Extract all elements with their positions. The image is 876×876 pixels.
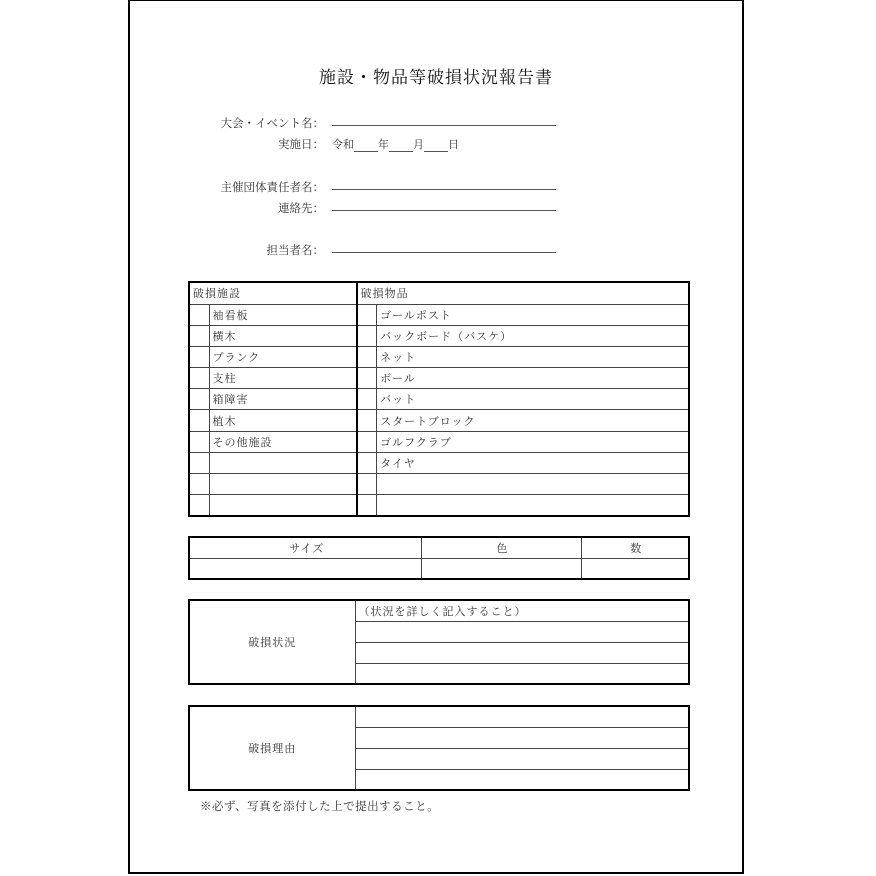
table-row bbox=[189, 389, 689, 410]
submission-note: ※必ず、写真を添付した上で提出すること。 bbox=[200, 799, 440, 813]
goods-item: バックボード（バスケ） bbox=[377, 325, 689, 346]
table-row bbox=[189, 495, 689, 516]
facility-item: 袖看板 bbox=[209, 304, 357, 325]
facility-checkbox[interactable] bbox=[189, 410, 209, 431]
facility-checkbox[interactable] bbox=[189, 346, 209, 367]
goods-checkbox[interactable] bbox=[357, 325, 377, 346]
facility-header: 破損施設 bbox=[189, 282, 357, 304]
facility-checkbox[interactable] bbox=[189, 325, 209, 346]
date-era: 令和 bbox=[332, 138, 354, 151]
person-label: 担当者名： bbox=[266, 243, 324, 257]
facility-checkbox[interactable] bbox=[189, 431, 209, 452]
person-line[interactable] bbox=[332, 252, 556, 253]
size-value-cell[interactable] bbox=[189, 558, 421, 579]
facility-item: 支柱 bbox=[209, 368, 357, 389]
table-row bbox=[189, 474, 689, 495]
table-row bbox=[189, 346, 689, 367]
facility-checkbox[interactable] bbox=[189, 474, 209, 495]
reason-line[interactable] bbox=[355, 769, 689, 790]
goods-checkbox[interactable] bbox=[357, 410, 377, 431]
damage-situation-box bbox=[188, 599, 690, 685]
reason-row bbox=[189, 706, 689, 727]
reason-line[interactable] bbox=[355, 748, 689, 769]
goods-item: バット bbox=[377, 389, 689, 410]
date-label: 実施日： bbox=[278, 137, 324, 151]
color-header: 色 bbox=[421, 537, 581, 558]
date-field[interactable] bbox=[332, 136, 459, 152]
color-value-cell[interactable] bbox=[421, 558, 581, 579]
date-month-unit: 月 bbox=[413, 138, 424, 151]
goods-item: スタートブロック bbox=[377, 410, 689, 431]
contact-label: 連絡先： bbox=[278, 201, 324, 215]
organizer-line[interactable] bbox=[332, 189, 556, 190]
goods-item: ネット bbox=[377, 346, 689, 367]
facility-checkbox[interactable] bbox=[189, 389, 209, 410]
goods-checkbox[interactable] bbox=[357, 431, 377, 452]
situation-line[interactable] bbox=[355, 621, 689, 642]
contact-line[interactable] bbox=[332, 210, 556, 211]
goods-checkbox[interactable] bbox=[357, 474, 377, 495]
table-row bbox=[189, 410, 689, 431]
table-row bbox=[189, 304, 689, 325]
facility-item: 植木 bbox=[209, 410, 357, 431]
size-color-count-table bbox=[188, 536, 690, 580]
date-year-blank[interactable] bbox=[354, 141, 378, 152]
goods-item: タイヤ bbox=[377, 452, 689, 473]
size-table-row bbox=[189, 558, 689, 579]
damage-table bbox=[188, 281, 690, 517]
date-day-unit: 日 bbox=[448, 138, 459, 151]
date-day-blank[interactable] bbox=[424, 141, 448, 152]
facility-checkbox[interactable] bbox=[189, 368, 209, 389]
goods-item: ゴルフクラブ bbox=[377, 431, 689, 452]
facility-item[interactable] bbox=[209, 495, 357, 516]
table-row bbox=[189, 431, 689, 452]
event-name-label: 大会・イベント名： bbox=[220, 116, 324, 130]
goods-checkbox[interactable] bbox=[357, 304, 377, 325]
goods-checkbox[interactable] bbox=[357, 368, 377, 389]
damage-table-header bbox=[189, 282, 689, 304]
table-row bbox=[189, 368, 689, 389]
situation-hint: （状況を詳しく記入すること） bbox=[355, 600, 689, 621]
facility-item: プランク bbox=[209, 346, 357, 367]
facility-checkbox[interactable] bbox=[189, 495, 209, 516]
reason-line[interactable] bbox=[355, 706, 689, 727]
size-table-header bbox=[189, 537, 689, 558]
count-value-cell[interactable] bbox=[581, 558, 689, 579]
goods-item[interactable] bbox=[377, 495, 689, 516]
goods-checkbox[interactable] bbox=[357, 346, 377, 367]
report-form-page bbox=[128, 0, 744, 874]
reason-label: 破損理由 bbox=[189, 706, 355, 790]
facility-item[interactable] bbox=[209, 452, 357, 473]
organizer-label: 主催団体責任者名： bbox=[220, 180, 324, 194]
table-row bbox=[189, 325, 689, 346]
size-header: サイズ bbox=[189, 537, 421, 558]
facility-item: 箱障害 bbox=[209, 389, 357, 410]
damage-reason-box bbox=[188, 705, 690, 791]
facility-checkbox[interactable] bbox=[189, 452, 209, 473]
table-row bbox=[189, 452, 689, 473]
situation-line[interactable] bbox=[355, 663, 689, 684]
situation-label: 破損状況 bbox=[189, 600, 355, 684]
goods-checkbox[interactable] bbox=[357, 389, 377, 410]
event-name-line[interactable] bbox=[332, 125, 556, 126]
facility-item[interactable] bbox=[209, 474, 357, 495]
situation-line[interactable] bbox=[355, 642, 689, 663]
goods-checkbox[interactable] bbox=[357, 495, 377, 516]
form-title: 施設・物品等破損状況報告書 bbox=[319, 68, 553, 88]
facility-item: 横木 bbox=[209, 325, 357, 346]
date-month-blank[interactable] bbox=[389, 141, 413, 152]
goods-header: 破損物品 bbox=[357, 282, 689, 304]
situation-row bbox=[189, 600, 689, 621]
goods-item: ボール bbox=[377, 368, 689, 389]
date-year-unit: 年 bbox=[378, 138, 389, 151]
facility-item: その他施設 bbox=[209, 431, 357, 452]
facility-checkbox[interactable] bbox=[189, 304, 209, 325]
goods-item[interactable] bbox=[377, 474, 689, 495]
count-header: 数 bbox=[581, 537, 689, 558]
reason-line[interactable] bbox=[355, 727, 689, 748]
goods-checkbox[interactable] bbox=[357, 452, 377, 473]
goods-item: ゴールポスト bbox=[377, 304, 689, 325]
